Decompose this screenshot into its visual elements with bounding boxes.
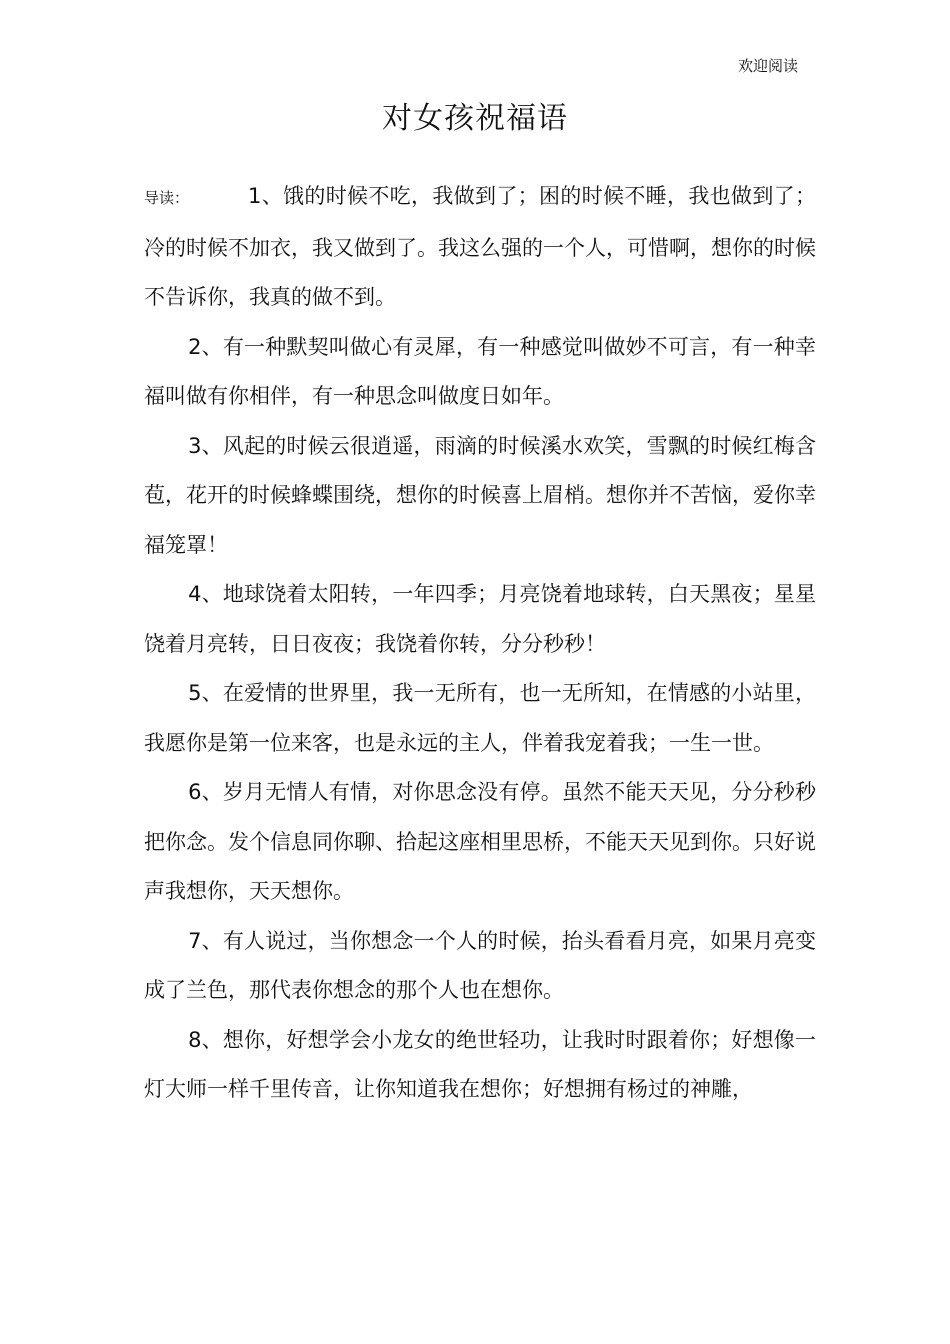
page-title: 对女孩祝福语 <box>382 101 568 136</box>
paragraph-5: 5、在爱情的世界里，我一无所有，也一无所知，在情感的小站里，我愿你是第一位来客，也是永远的主人，伴着我宠着我；一生一世。 <box>144 681 816 755</box>
paragraph-8: 8、想你，好想学会小龙女的绝世轻功，让我时时跟着你；好想像一灯大师一样千里传音，让你知道我在想你；好想拥有杨过的神雕， <box>144 1027 816 1101</box>
paragraph-2: 2、有一种默契叫做心有灵犀，有一种感觉叫做妙不可言，有一种幸福叫做有你相伴，有一种思念叫做度日如年。 <box>144 334 816 408</box>
header-note: 欢迎阅读 <box>737 57 798 75</box>
intro-label: 导读： <box>144 189 190 207</box>
paragraph-4: 4、地球饶着太阳转，一年四季；月亮饶着地球转，白天黑夜；星星饶着月亮转，日日夜夜；我饶着你转，分分秒秒！ <box>144 582 816 656</box>
document-body <box>144 172 816 1115</box>
paragraph-7: 7、有人说过，当你想念一个人的时候，抬头看看月亮，如果月亮变成了兰色，那代表你想念的那个人也在想你。 <box>144 928 816 1002</box>
paragraph-6: 6、岁月无情人有情，对你思念没有停。虽然不能天天见，分分秒秒把你念。发个信息同你聊、拾起这座相里思桥，不能天天见到你。只好说声我想你，天天想你。 <box>144 780 816 903</box>
paragraph-1-text: 1、饿的时候不吃，我做到了；困的时候不睡，我也做到了；冷的时候不加衣，我又做到了。我这么强的一个人，可惜啊，想你的时候不告诉你，我真的做不到。 <box>144 184 816 309</box>
paragraph-3: 3、风起的时候云很逍遥，雨滴的时候溪水欢笑，雪飘的时候红梅含苞，花开的时候蜂蝶围绕，想你的时候喜上眉梢。想你并不苦恼，爱你幸福笼罩！ <box>144 433 816 557</box>
paragraph-1 <box>144 172 816 323</box>
